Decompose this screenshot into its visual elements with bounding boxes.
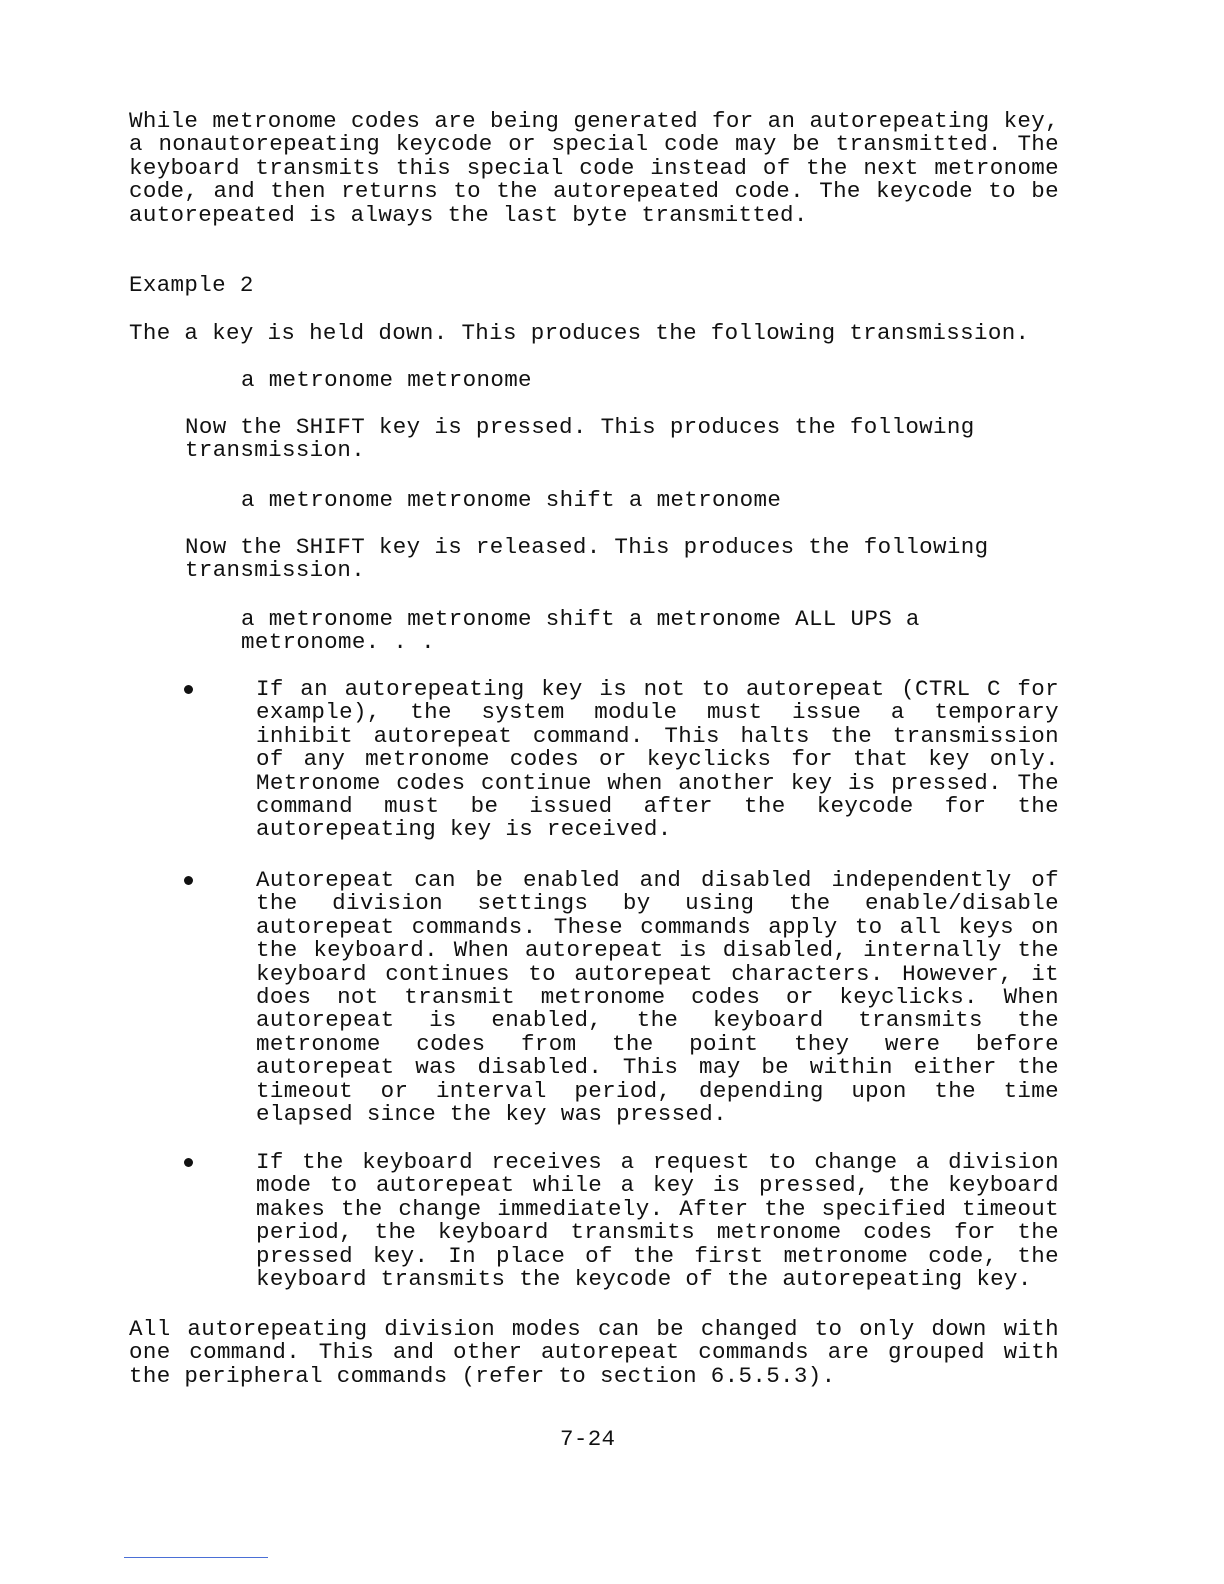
transmission-sequence-1: a metronome metronome xyxy=(241,367,532,393)
closing-paragraph: All autorepeating division modes can be changed to only down with one command. This and other autorepeat commands are grouped with the peripheral commands (refer to section 6.5.5.3). xyxy=(129,1316,1073,1389)
page-number: 7-24 xyxy=(560,1426,616,1452)
transmission-sequence-3: a metronome metronome shift a metronome ALL UPS a metronome. . . xyxy=(241,606,934,656)
example-label: Example 2 xyxy=(129,272,254,298)
bullet-icon xyxy=(184,685,193,694)
example-intro: The a key is held down. This produces the following transmission. xyxy=(129,320,1030,346)
bullet-icon xyxy=(184,876,193,885)
intro-paragraph: While metronome codes are being generated for an autorepeating key, a nonautorepeating keycode or special code may be transmitted. The keyboard transmits this special code instead of the next metronome code, and then returns to the autorepeated code. The keycode to be autorepeated is always the last byte transmitted. xyxy=(129,108,1073,228)
shift-released-paragraph: Now the SHIFT key is released. This produces the following transmission. xyxy=(185,534,1003,584)
transmission-sequence-2: a metronome metronome shift a metronome xyxy=(241,487,782,513)
footer-rule xyxy=(124,1557,268,1558)
shift-pressed-paragraph: Now the SHIFT key is pressed. This produces the following transmission. xyxy=(185,414,989,464)
bullet-item-inhibit-autorepeat: If an autorepeating key is not to autorepeat (CTRL C for example), the system module must issue a temporary inhibit autorepeat command. This halts the transmission of any metronome codes or keyclicks for that key only. Metronome codes continue when another key is pressed. The command must be issued after the keycode for the autorepeating key is received. xyxy=(256,676,1073,843)
bullet-item-enable-disable: Autorepeat can be enabled and disabled independently of the division settings by using the enable/disable autorepeat commands. These commands apply to all keys on the keyboard. When autorepeat is disabled, internally the keyboard continues to autorepeat characters. However, it does not transmit metronome codes or keyclicks. When autorepeat is enabled, the keyboard transmits the metronome codes from the point they were before autorepeat was disabled. This may be within either the timeout or interval period, depending upon the time elapsed since the key was pressed. xyxy=(256,867,1073,1128)
bullet-icon xyxy=(184,1158,193,1167)
bullet-item-division-change: If the keyboard receives a request to change a division mode to autorepeat while a key is pressed, the keyboard makes the change immediately. After the specified timeout period, the keyboard transmits metronome codes for the pressed key. In place of the first metronome code, the keyboard transmits the keycode of the autorepeating key. xyxy=(256,1149,1073,1293)
